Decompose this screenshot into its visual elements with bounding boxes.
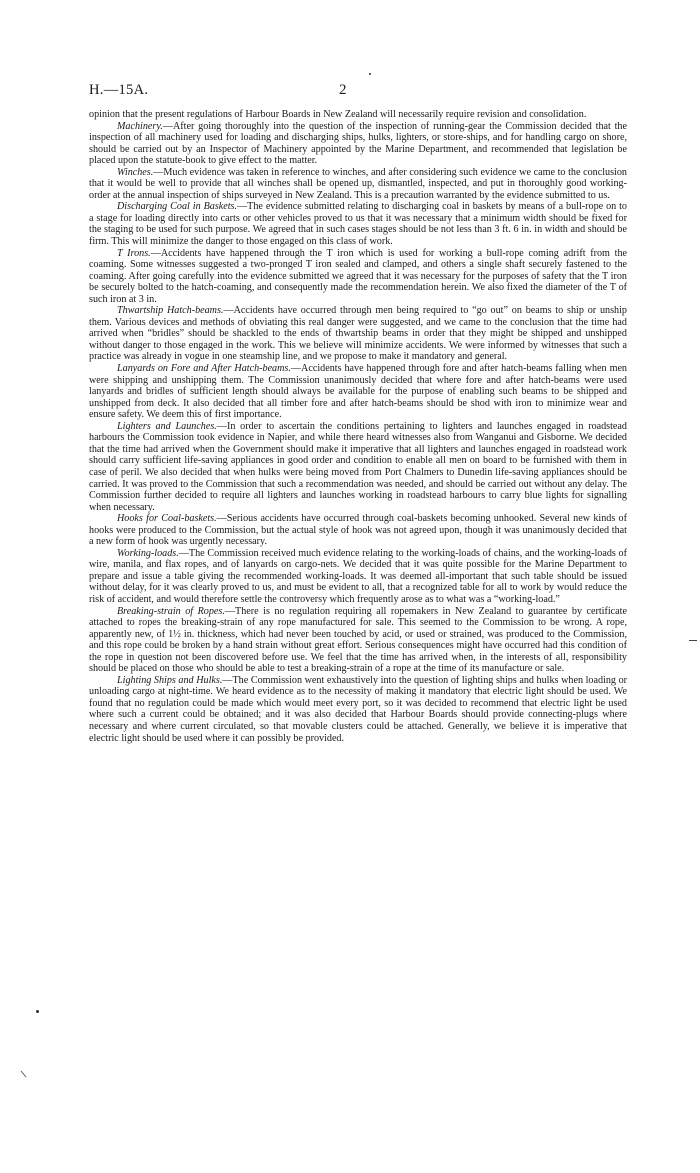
margin-tick — [21, 1071, 27, 1078]
page-header — [89, 82, 613, 104]
paragraph-text: —Serious accidents have occurred through coal-baskets becoming unhooked. Several new kinds of hooks were produced to the Commission, but the actual style of hook was not agreed upon, though it was unanimously decided that a new form of hook was urgently necessary. — [89, 513, 627, 548]
paragraph-text: —Much evidence was taken in reference to winches, and after considering such evidence we came to the conclusion that it would be well to provide that all winches shall be opened up, dismantled, inspected, and put in thoroughly good working-order at the annual inspection of ships surveyed in New Zealand. This is a precaution warranted by the evidence submitted to us. — [89, 166, 627, 201]
paragraph-breaking-strain — [89, 606, 627, 675]
paragraph-hooks — [89, 513, 627, 548]
paragraph-text: —The Commission went exhaustively into the question of lighting ships and hulks when loading or unloading cargo at night-time. We heard evidence as to the necessity of making it mandatory that electric light should be used. We found that no regulation could be made which would meet every port, so it was decided to recommend that electric light be used where such a current could be obtained; and it was also decided that Harbour Boards should provide connecting-plugs where necessary and where current circulated, so that movable clusters could be attached. Generally, we believe it is imperative that electric light should be used where it can possibly be provided. — [89, 674, 627, 744]
paragraph-text: —The Commission received much evidence relating to the working-loads of chains, and the working-loads of wire, manila, and flax ropes, and of lanyards on cargo-nets. We decided that it was quite possible for the Marine Department to prepare and issue a table giving the recommended working-loads. It was deemed all-important that such table should be issued without delay, for it was clearly proved to us, and must be evident to all, that a recognized table for all to work by would reduce the risk of accident, and would therefore settle the controversy which frequently arose as to what was a “working-load.” — [89, 547, 627, 605]
paragraph-heading: Working-loads. — [117, 547, 179, 559]
paragraph-text: —In order to ascertain the conditions pertaining to lighters and launches engaged in roadstead harbours the Commission took evidence in Napier, and while there heard witnesses also from Wanganui and Gisborne. We decided that the time had arrived when the Government should make it imperative that all lighters and launches engaged in roadstead work should carry sufficient life-saving appliances in good order and condition to enable all men on board to be furnished with them in case of peril. We also decided that when hulks were being moved from Port Chalmers to Dunedin life-saving appliances should be carried. It was proved to the Commission that such a recommendation was needed, and should be carried out without any delay. The Commission further decided to require all lighters and launches working in roadstead harbours to carry blue lights for signalling when necessary. — [89, 420, 627, 513]
paragraph-lanyards — [89, 363, 627, 421]
scan-speck — [369, 73, 371, 75]
paragraph-text: opinion that the present regulations of Harbour Boards in New Zealand will necessarily require revision and consolidation. — [89, 109, 587, 120]
paragraph-lighting — [89, 675, 627, 744]
paragraph-lighters — [89, 421, 627, 513]
paragraph-winches — [89, 167, 627, 202]
paragraph-text: —Accidents have happened through the T iron which is used for working a bull-rope coming adrift from the coaming. Some witnesses suggested a two-pronged T iron sealed and clamped, and others a single shaft securely fastened to the coaming. After going carefully into the evidence submitted we agreed that it was necessary for the purposes of safety that the T iron be securely bolted to the hatch-coaming, and consequently made the recommendation herein. We also fixed the diameter of the T of such iron at 3 in. — [89, 247, 627, 305]
paragraph-heading: Breaking-strain of Ropes. — [117, 605, 225, 617]
paragraph-heading: Winches. — [117, 166, 154, 178]
document-reference: H.—15A. — [89, 82, 149, 98]
paragraph-text: —Accidents have occurred through men being required to “go out” on beams to ship or unship them. Various devices and methods of obviating this real danger were suggested, and we came to the conclusion that the time had arrived when “bridles” should be shackled to the ends of thwartship beams in order that they might be shipped and unshipped without danger to those engaged in the work. This we believe will minimize accidents. We were informed by witnesses that such a practice was already in vogue in one steamship line, and we propose to make it mandatory and general. — [89, 305, 627, 363]
paragraph-heading: T Irons. — [117, 247, 151, 259]
paragraph-intro — [89, 109, 627, 121]
paragraph-text: —The evidence submitted relating to discharging coal in baskets by means of a bull-rope on to a stage for loading directly into carts or other vehicles proved to us that it was necessary that a minimum width should be fixed for the staging to be used for such purpose. We agreed that in such cases stages should be not less than 3 ft. 6 in. in width and should be firm. This will minimize the danger to those engaged on this class of work. — [89, 201, 627, 248]
paragraph-machinery — [89, 121, 627, 167]
paragraph-coal-baskets — [89, 201, 627, 247]
paragraph-heading: Thwartship Hatch-beams. — [117, 305, 224, 317]
paragraph-text: —After going thoroughly into the question of the inspection of running-gear the Commission decided that the inspection of all machinery used for loading and discharging ships, hulks, lighters, or store-ships, and for handling cargo on shore, should be carried out by an Inspector of Machinery appointed by the Marine Department, and recommended that legislation be placed upon the statute-book to give effect to the matter. — [89, 120, 627, 167]
paragraph-heading: Discharging Coal in Baskets. — [117, 201, 238, 213]
paragraph-heading: Lighters and Launches. — [117, 420, 217, 432]
paragraph-working-loads — [89, 548, 627, 606]
paragraph-t-irons — [89, 248, 627, 306]
paragraph-heading: Machinery. — [117, 120, 163, 132]
body-text — [89, 109, 627, 744]
paragraph-heading: Hooks for Coal-baskets. — [117, 513, 217, 525]
page-number: 2 — [339, 82, 347, 98]
paragraph-heading: Lighting Ships and Hulks. — [117, 674, 223, 686]
paragraph-text: —Accidents have happened through fore and after hatch-beams falling when men were shipping and unshipping them. The Commission unanimously decided that where fore and after hatch-beams were used lanyards and bridles of sufficient length should always be available for the purpose of enabling such beams to be shipped and unshipped from deck. It also decided that all timber fore and after hatch-beams should be shod with iron to minimize wear and ensure safety. We deem this of first importance. — [89, 363, 627, 421]
margin-dot — [36, 1010, 39, 1013]
paragraph-text: —There is no regulation requiring all ropemakers in New Zealand to guarantee by certificate attached to ropes the breaking-strain of any rope manufactured for sale. This seemed to the Commission to be wrong. A rope, apparently new, of 1½ in. thickness, which had never been touched by acid, or used or strained, was produced to the Commission, and this rope could be broken by a hand strain without great effort. Serious consequences might have occurred had this condition of the rope in question not been discovered before use. We feel that the time has arrived when, in the interests of all, responsibility should be placed on those who should be able to test a breaking-strain of a rope at the time of its manufacture or sale. — [89, 605, 627, 675]
paragraph-heading: Lanyards on Fore and After Hatch-beams. — [117, 363, 291, 375]
paragraph-thwartship — [89, 305, 627, 363]
margin-dash — [689, 640, 697, 641]
